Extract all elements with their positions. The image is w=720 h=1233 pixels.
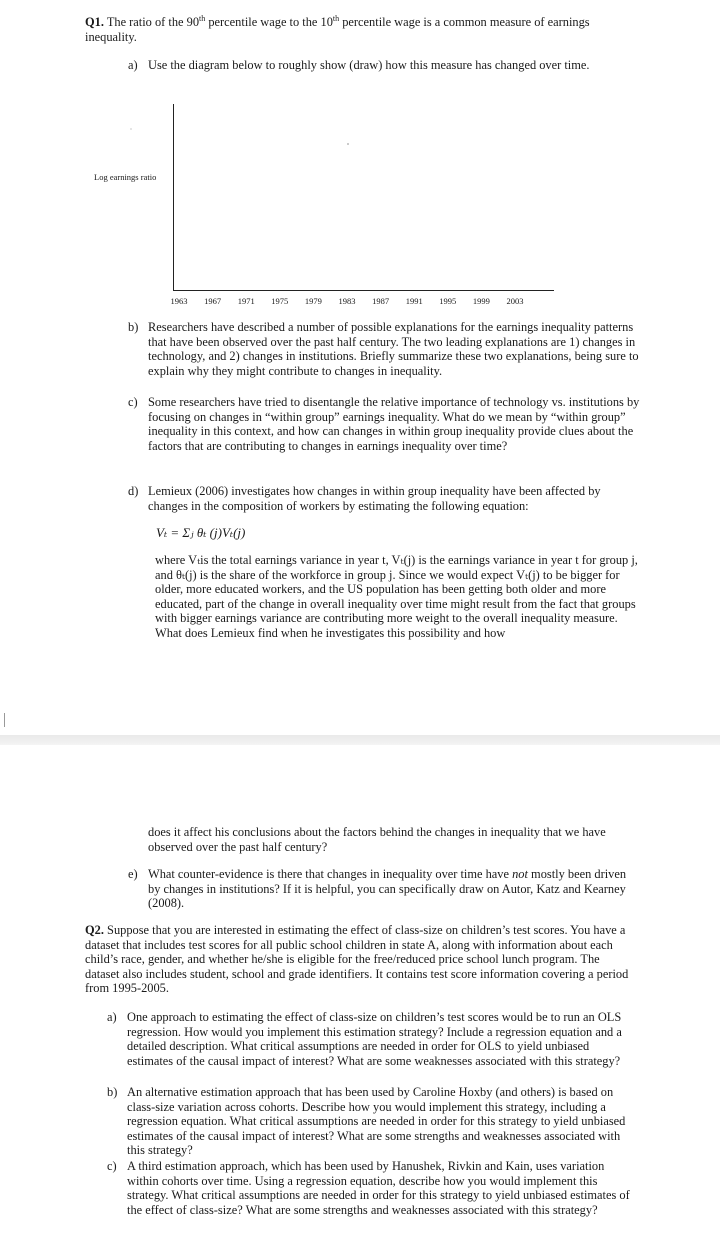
q1b-text: Researchers have described a number of possible explanations for the earnings inequality patterns that have been observed over the past half century. The two leading explanations are 1) changes in technology, and 2) changes in institutions. Briefly summarize these two explanations, being sure to explain why they might contribute to changes in inequality. [148,320,639,378]
x-tick-label: 1979 [304,296,322,306]
q2-label: Q2. [85,923,104,937]
q1d-continuation: does it affect his conclusions about the factors behind the changes in inequality that we have observed over the past half century? [148,825,606,854]
page-separator [0,735,720,745]
q1d-text: Lemieux (2006) investigates how changes in within group inequality have been affected by changes in the composition of workers by estimating the following equation: [148,484,601,513]
scan-speck [347,143,349,145]
x-tick-label: 2003 [506,296,524,306]
x-tick-label: 1975 [271,296,289,306]
q1b-marker: b) [128,320,139,334]
x-tick-label: 1991 [405,296,423,306]
x-tick-label: 1999 [472,296,490,306]
q2-heading [85,923,630,996]
q1-label: Q1. [85,15,104,29]
q2c-text: A third estimation approach, which has been used by Hanushek, Rivkin and Kain, uses variation within cohorts over time. Using a regression equation, describe how you would implement this strategy. What critical assumptions are needed in order for this strategy to yield unbiased estimates of the effect of class-size? What are some strengths and weaknesses associated with this strategy? [127,1159,630,1217]
q1e-text-a: What counter-evidence is there that changes in inequality over time have [148,867,513,881]
x-tick-label: 1987 [372,296,390,306]
scan-mark [4,713,5,727]
q1-text-a: The ratio of the 90 [106,15,200,29]
q2-text: Suppose that you are interested in estimating the effect of class-size on children’s test scores. You have a dataset that includes test scores for all public school children in state A, along with information about each child’s race, gender, and whether he/she is eligible for the free/reduced price school lunch program. The dataset also includes student, school and grade identifiers. It contains test score information covering a period from 1995-2005. [85,923,629,996]
x-tick-label: 1967 [204,296,222,306]
q1d-explanation: where Vₜis the total earnings variance in year t, Vₜ(j) is the earnings variance in year t for group j, and θₜ(j) is the share of the workforce in group j. Since we would expect Vₜ(j) to be bigger for older, more educated workers, and the US population has been getting both older and more educated, part of the change in overall inequality over time might result from the fact that groups with bigger earnings variance are contributing more weight to the overall inequality measure. What does Lemieux find when he investigates this possibility and how [155,553,638,640]
q2b-marker: b) [107,1085,118,1099]
q1a-text: Use the diagram below to roughly show (draw) how this measure has changed over time. [148,58,590,72]
q1-sup-b: th [332,13,340,23]
chart-ylabel: Log earnings ratio [94,172,157,182]
scan-speck [130,128,132,130]
q2a-text: One approach to estimating the effect of class-size on children’s test scores would be to run an OLS regression. How would you implement this estimation strategy? Include a regression equation and a detailed description. What critical assumptions are needed in order for OLS to yield unbiased estimates of the causal impact of interest? What are some weaknesses associated with this strategy? [127,1010,622,1068]
q1a-marker: a) [128,58,138,72]
q1e-emphasis: not [512,867,528,881]
x-tick-label: 1963 [170,296,188,306]
page-2 [0,745,720,1233]
q1-text-c: percentile wage is a common measure of earnings inequality. [85,15,590,44]
q1c-marker: c) [128,395,138,409]
q1-text-b: percentile wage to the 10 [205,15,333,29]
x-tick-label: 1995 [439,296,457,306]
chart-axes[interactable] [173,104,554,291]
x-tick-label: 1983 [338,296,356,306]
q1c-text: Some researchers have tried to disentangle the relative importance of technology vs. institutions by focusing on changes in “within group” earnings inequality. What do we mean by “within group” inequality in this context, and how can changes in within group inequality provide clues about the factors that are contributing to changes in earnings inequality over time? [148,395,640,453]
q1e-text [148,867,638,911]
q2c-marker: c) [107,1159,117,1173]
q1e-text-b: mostly been driven by changes in institutions? If it is helpful, you can specifically draw on Autor, Katz and Kearney (2008). [148,867,627,911]
x-tick-label: 1971 [237,296,255,306]
q1e-marker: e) [128,867,138,881]
lemieux-equation: Vₜ = Σⱼ θₜ (j)Vₜ(j) [156,525,246,540]
q1-sup-a: th [199,13,206,23]
q2a-marker: a) [107,1010,117,1024]
q1-heading [85,15,630,44]
q1d-marker: d) [128,484,139,498]
q2b-text: An alternative estimation approach that has been used by Caroline Hoxby (and others) is based on class-size variation across cohorts. Describe how you would implement this strategy, including a regression equation. What critical assumptions are needed in order for this strategy to yield unbiased estimates of the causal impact of interest? What are some strengths and weaknesses associated with this strategy? [127,1085,626,1158]
